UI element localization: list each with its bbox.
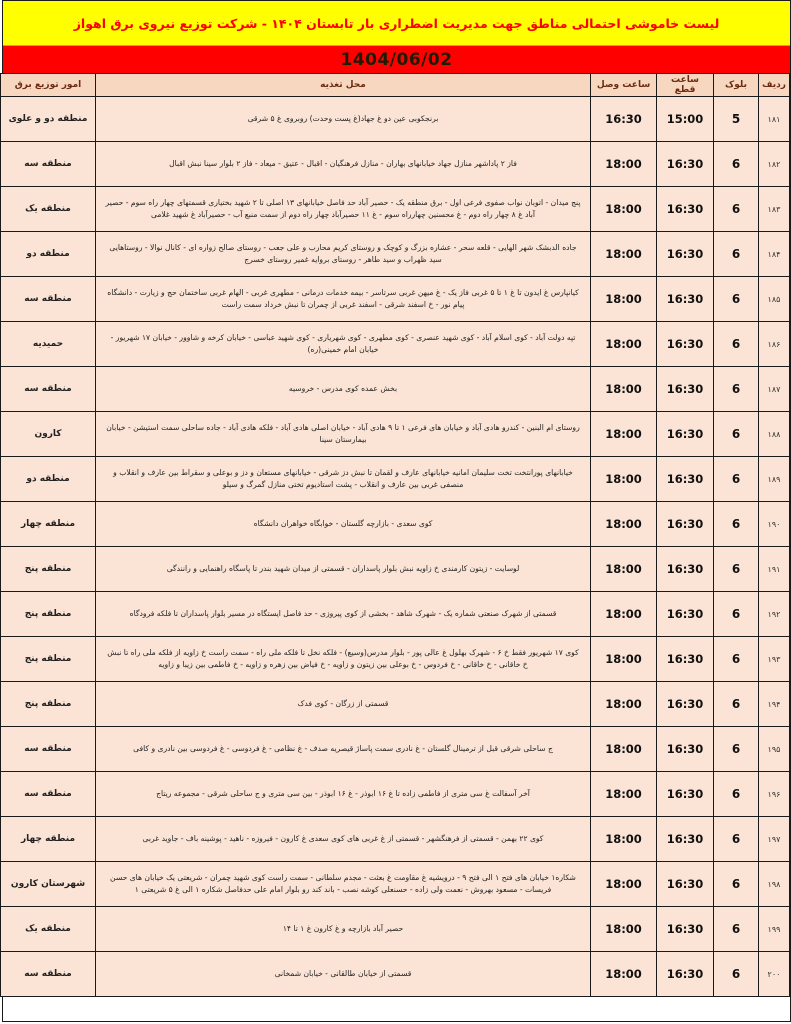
district-cell: منطقه سه <box>1 367 96 412</box>
reconnect-time-cell: 18:00 <box>591 682 657 727</box>
row-number-cell: ۱۸۹ <box>759 457 790 502</box>
location-cell: بخش عمده کوی مدرس - خروسیه <box>96 367 591 412</box>
block-cell: 6 <box>714 862 759 907</box>
block-cell: 6 <box>714 682 759 727</box>
table-row <box>1 817 790 862</box>
location-cell: خیابانهای پورانتخت تخت سلیمان امانیه خیابانهای عارف و لقمان تا نبش دز شرقی - خیابانهای مستعان و دز و بوعلی و سقراط بین عارف و انقلاب و منصفی غربی بین عارف و انقلاب - پشت استادیوم تختی منازل گمرگ و سیلو <box>96 457 591 502</box>
reconnect-time-cell: 18:00 <box>591 277 657 322</box>
table-row <box>1 727 790 772</box>
location-cell: قسمتی از شهرک صنعتی شماره یک - شهرک شاهد - بخشی از کوی پیروزی - حد فاصل ایستگاه در مسیر بلوار پاسداران تا فلکه فرودگاه <box>96 592 591 637</box>
location-cell: روستای ام البنین - کندرو هادی آباد و خیابان های فرعی ۱ تا ۹ هادی آباد - خیابان اصلی هادی آباد - فلکه هادی آباد - جاده ساحلی سمت استیشن - خیابان بیمارستان سینا <box>96 412 591 457</box>
table-row <box>1 367 790 412</box>
schedule-date: 1404/06/02 <box>340 49 453 70</box>
table-row <box>1 772 790 817</box>
location-cell: قسمتی از خیابان طالقانی - خیابان شمخانی <box>96 952 591 997</box>
cut-time-cell: 16:30 <box>657 232 714 277</box>
table-row <box>1 457 790 502</box>
district-cell: منطقه سه <box>1 952 96 997</box>
reconnect-time-cell: 18:00 <box>591 232 657 277</box>
district-cell: منطقه پنج <box>1 592 96 637</box>
district-cell: منطقه پنج <box>1 547 96 592</box>
district-cell: منطقه سه <box>1 142 96 187</box>
reconnect-time-cell: 18:00 <box>591 817 657 862</box>
location-cell: فاز ۲ پاداشهر منازل جهاد خیابانهای بهاران - منازل فرهنگیان - اقبال - عتیق - میعاد - فاز ۲ بلوار سینا نبش اقبال <box>96 142 591 187</box>
reconnect-time-cell: 18:00 <box>591 412 657 457</box>
district-cell: منطقه سه <box>1 277 96 322</box>
row-number-cell: ۲۰۰ <box>759 952 790 997</box>
column-header-reconnect-time: ساعت وصل <box>591 74 657 97</box>
row-number-cell: ۱۸۷ <box>759 367 790 412</box>
district-cell: حمیدیه <box>1 322 96 367</box>
title-band <box>3 1 790 46</box>
block-cell: 6 <box>714 637 759 682</box>
row-number-cell: ۱۸۳ <box>759 187 790 232</box>
block-cell: 6 <box>714 187 759 232</box>
row-number-cell: ۱۸۸ <box>759 412 790 457</box>
block-cell: 6 <box>714 322 759 367</box>
cut-time-cell: 16:30 <box>657 682 714 727</box>
cut-time-cell: 16:30 <box>657 952 714 997</box>
row-number-cell: ۱۹۱ <box>759 547 790 592</box>
table-body <box>1 97 790 997</box>
location-cell: جاده الدبشک شهر الهایی - قلعه سحر - عشاره بزرگ و کوچک و روستای کریم محارب و علی جعب - روستای صالح زواره ای - کانال نوالا - روستاهایی سید ظهراب و سید طاهر - روستای بروایه غمیر روستای خسرج <box>96 232 591 277</box>
district-cell: منطقه پنج <box>1 682 96 727</box>
outage-table <box>0 73 790 997</box>
outage-schedule-sheet <box>2 0 791 1022</box>
cut-time-cell: 16:30 <box>657 502 714 547</box>
table-row <box>1 547 790 592</box>
table-row <box>1 682 790 727</box>
row-number-cell: ۱۸۶ <box>759 322 790 367</box>
table-row <box>1 142 790 187</box>
block-cell: 6 <box>714 502 759 547</box>
row-number-cell: ۱۹۳ <box>759 637 790 682</box>
cut-time-cell: 16:30 <box>657 817 714 862</box>
block-cell: 6 <box>714 412 759 457</box>
cut-time-cell: 16:30 <box>657 187 714 232</box>
district-cell: منطقه دو و علوی <box>1 97 96 142</box>
block-cell: 6 <box>714 547 759 592</box>
district-cell: منطقه چهار <box>1 817 96 862</box>
page-title: لیست خاموشی احتمالی مناطق جهت مدیریت اضطراری بار تابستان ۱۴۰۴ - شرکت توزیع نیروی برق اهواز <box>73 15 720 31</box>
table-row <box>1 637 790 682</box>
block-cell: 6 <box>714 367 759 412</box>
row-number-cell: ۱۸۵ <box>759 277 790 322</box>
table-row <box>1 412 790 457</box>
block-cell: 6 <box>714 817 759 862</box>
table-row <box>1 187 790 232</box>
block-cell: 6 <box>714 952 759 997</box>
table-row <box>1 952 790 997</box>
reconnect-time-cell: 16:30 <box>591 97 657 142</box>
district-cell: منطقه دو <box>1 457 96 502</box>
reconnect-time-cell: 18:00 <box>591 727 657 772</box>
location-cell: پنج میدان - اتوبان نواب صفوی فرعی اول - برق منطقه یک - حصیر آباد حد فاصل خیابانهای ۱۳ اصلی تا ۲ شهید بختیاری قسمتهای چهار راه سوم - حصیر آباد غ ۸ چهار راه دوم - غ محسنین چهارراه سوم - غ ۱۱ حصیرآباد چهار راه دوم از سمت منبع آب - حصیرآباد غ شهید غلامی <box>96 187 591 232</box>
block-cell: 6 <box>714 142 759 187</box>
location-cell: شکاره۱ خیابان های فتح ۱ الی فتح ۹ - درویشیه غ مقاومت غ بعثت - مجدم سلطانی - سمت راست کوی شهید چمران - شریعتی یک خیابان های حسن فریسات - مسعود بهروش - نعمت ولی زاده - حسنعلی کوشه نصب - باند کند رو بلوار امام علی حدفاصل شکاره ۱ الی غ ۵ شریعتی ۱ <box>96 862 591 907</box>
location-cell: کوی ۱۷ شهریور فقط خ ۶ - شهرک بهلول غ عالی پور - بلوار مدرس(وسیع) - فلکه نخل تا فلکه ملی راه - سمت راست خ زاویه از فلکه ملی راه تا نبش خ خاقانی - خ خاقانی - خ فردوس - خ بوعلی بین زیتون و زاویه - خ فیاض بین زهره و زاویه - خ فاطمی بین زیبا و زاویه <box>96 637 591 682</box>
district-cell: شهرستان کارون <box>1 862 96 907</box>
location-cell: قسمتی از زرگان - کوی فدک <box>96 682 591 727</box>
reconnect-time-cell: 18:00 <box>591 547 657 592</box>
district-cell: منطقه پنج <box>1 637 96 682</box>
row-number-cell: ۱۸۱ <box>759 97 790 142</box>
row-number-cell: ۱۹۶ <box>759 772 790 817</box>
reconnect-time-cell: 18:00 <box>591 187 657 232</box>
cut-time-cell: 16:30 <box>657 637 714 682</box>
table-row <box>1 97 790 142</box>
cut-time-cell: 16:30 <box>657 727 714 772</box>
reconnect-time-cell: 18:00 <box>591 772 657 817</box>
district-cell: منطقه یک <box>1 187 96 232</box>
table-row <box>1 322 790 367</box>
cut-time-cell: 16:30 <box>657 547 714 592</box>
reconnect-time-cell: 18:00 <box>591 592 657 637</box>
reconnect-time-cell: 18:00 <box>591 862 657 907</box>
location-cell: تپه دولت آباد - کوی اسلام آباد - کوی شهید عنصری - کوی مطهری - کوی شهریاری - کوی شهید عباسی - خیابان کرخه و شاوور - خیابان ۱۷ شهریور - خیابان امام خمینی(ره) <box>96 322 591 367</box>
block-cell: 6 <box>714 232 759 277</box>
cut-time-cell: 16:30 <box>657 412 714 457</box>
district-cell: منطقه چهار <box>1 502 96 547</box>
location-cell: کوی سعدی - بازارچه گلستان - خوابگاه خواهران دانشگاه <box>96 502 591 547</box>
cut-time-cell: 16:30 <box>657 322 714 367</box>
reconnect-time-cell: 18:00 <box>591 322 657 367</box>
reconnect-time-cell: 18:00 <box>591 367 657 412</box>
cut-time-cell: 16:30 <box>657 277 714 322</box>
block-cell: 6 <box>714 592 759 637</box>
row-number-cell: ۱۹۹ <box>759 907 790 952</box>
reconnect-time-cell: 18:00 <box>591 907 657 952</box>
table-row <box>1 592 790 637</box>
district-cell: منطقه سه <box>1 772 96 817</box>
block-cell: 6 <box>714 457 759 502</box>
column-header-row: ردیف <box>759 74 790 97</box>
row-number-cell: ۱۹۸ <box>759 862 790 907</box>
row-number-cell: ۱۹۷ <box>759 817 790 862</box>
date-band <box>3 46 790 73</box>
row-number-cell: ۱۸۴ <box>759 232 790 277</box>
table-row <box>1 502 790 547</box>
location-cell: آخر آسفالت غ سی متری از فاطمی زاده تا غ ۱۶ ابوذر - غ ۱۶ ابوذر - بین سی متری و ج ساحلی شرقی - مجموعه ریتاج <box>96 772 591 817</box>
row-number-cell: ۱۹۵ <box>759 727 790 772</box>
block-cell: 6 <box>714 907 759 952</box>
column-header-district: امور توزیع برق <box>1 74 96 97</box>
row-number-cell: ۱۹۲ <box>759 592 790 637</box>
cut-time-cell: 16:30 <box>657 142 714 187</box>
cut-time-cell: 16:30 <box>657 367 714 412</box>
block-cell: 6 <box>714 277 759 322</box>
row-number-cell: ۱۹۰ <box>759 502 790 547</box>
row-number-cell: ۱۹۴ <box>759 682 790 727</box>
column-header-block: بلوک <box>714 74 759 97</box>
location-cell: کیانپارس غ ایدون تا غ ۱ تا ۵ غربی فاز یک - غ میهن غربی سرتاسر - بیمه خدمات درمانی - مطهری غربی - الهام غربی ساختمان حج و زیارت - دانشگاه پیام نور - خ اسفند شرقی - اسفند غربی از چمران تا نبش خرداد سمت راست <box>96 277 591 322</box>
location-cell: کوی ۲۲ بهمن - قسمتی از فرهنگشهر - قسمتی از غ غربی های کوی سعدی غ کارون - فیروزه - ناهید - پوشینه باف - جاوید غربی <box>96 817 591 862</box>
location-cell: ج ساحلی شرقی قبل از ترمینال گلستان - غ نادری سمت پاساژ قیصریه صدف - غ نظامی - غ فردوسی - غ فردوسی بین نادری و کافی <box>96 727 591 772</box>
cut-time-cell: 16:30 <box>657 907 714 952</box>
column-header-cut-time: ساعت قطع <box>657 74 714 97</box>
row-number-cell: ۱۸۲ <box>759 142 790 187</box>
cut-time-cell: 16:30 <box>657 592 714 637</box>
reconnect-time-cell: 18:00 <box>591 637 657 682</box>
cut-time-cell: 16:30 <box>657 457 714 502</box>
district-cell: منطقه دو <box>1 232 96 277</box>
table-row <box>1 862 790 907</box>
location-cell: حصیر آباد بازارچه و غ کارون غ ۱ تا ۱۴ <box>96 907 591 952</box>
table-row <box>1 232 790 277</box>
block-cell: 6 <box>714 772 759 817</box>
reconnect-time-cell: 18:00 <box>591 502 657 547</box>
table-row <box>1 907 790 952</box>
district-cell: منطقه سه <box>1 727 96 772</box>
cut-time-cell: 16:30 <box>657 772 714 817</box>
table-header <box>1 74 790 97</box>
column-header-location: محل تغذیه <box>96 74 591 97</box>
reconnect-time-cell: 18:00 <box>591 952 657 997</box>
district-cell: منطقه یک <box>1 907 96 952</box>
location-cell: برنجکوبی عین دو غ جهاد(غ پست وحدت) روبروی غ ۵ شرقی <box>96 97 591 142</box>
district-cell: کارون <box>1 412 96 457</box>
location-cell: لوسایت - زیتون کارمندی خ زاویه نبش بلوار پاسداران - قسمتی از میدان شهید بندر تا پاسگاه راهنمایی و رانندگی <box>96 547 591 592</box>
cut-time-cell: 15:00 <box>657 97 714 142</box>
reconnect-time-cell: 18:00 <box>591 457 657 502</box>
table-row <box>1 277 790 322</box>
cut-time-cell: 16:30 <box>657 862 714 907</box>
block-cell: 6 <box>714 727 759 772</box>
block-cell: 5 <box>714 97 759 142</box>
reconnect-time-cell: 18:00 <box>591 142 657 187</box>
